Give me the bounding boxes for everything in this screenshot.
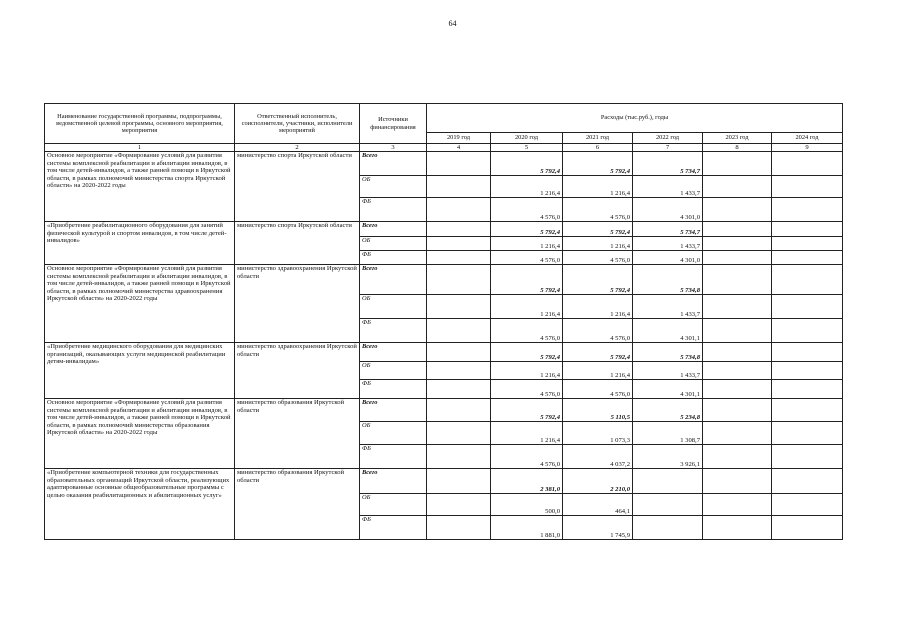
amount-cell: 1 216,4 xyxy=(491,295,563,319)
amount-cell: 3 926,1 xyxy=(633,445,703,469)
amount-cell: 1 308,7 xyxy=(633,422,703,445)
amount-cell: 2 381,0 xyxy=(491,469,563,494)
header-year: 2020 год xyxy=(491,133,563,144)
amount-cell: 5 792,4 xyxy=(491,152,563,176)
amount-cell: 1 433,7 xyxy=(633,362,703,380)
column-number: 5 xyxy=(491,144,563,152)
amount-cell xyxy=(703,445,772,469)
amount-cell xyxy=(703,516,772,540)
amount-cell xyxy=(772,343,843,362)
amount-cell xyxy=(703,343,772,362)
header-expenses: Расходы (тыс.руб.), годы xyxy=(427,104,843,133)
amount-cell xyxy=(772,469,843,494)
amount-cell xyxy=(703,251,772,265)
executor: министерство спорта Иркутской области xyxy=(235,222,360,265)
funding-source: ОБ xyxy=(360,494,427,516)
executor: министерство здравоохранения Иркутской области xyxy=(235,343,360,399)
header-year: 2023 год xyxy=(703,133,772,144)
amount-cell: 1 216,4 xyxy=(563,237,633,251)
measure-name: Основное мероприятие «Формирование условий для развития системы комплексной реабилитации и абилитации инвалидов, в том числе детей-инвалидов, а также ранней помощи в Иркутской области, в рамках полномочий министерства образования Иркутской области» на 2020-2022 годы xyxy=(45,399,235,469)
header-name: Наименование государственной программы, подпрограммы, ведомственной целевой программы, основного мероприятия, мероприятия xyxy=(45,104,235,144)
amount-cell: 4 576,0 xyxy=(491,198,563,222)
amount-cell xyxy=(772,362,843,380)
amount-cell xyxy=(427,319,491,343)
header-year: 2019 год xyxy=(427,133,491,144)
amount-cell: 2 210,0 xyxy=(563,469,633,494)
funding-source: ОБ xyxy=(360,362,427,380)
funding-source: ОБ xyxy=(360,422,427,445)
amount-cell xyxy=(703,469,772,494)
funding-source: Всего xyxy=(360,469,427,494)
amount-cell: 4 301,0 xyxy=(633,198,703,222)
amount-cell xyxy=(703,198,772,222)
amount-cell: 1 216,4 xyxy=(563,176,633,198)
amount-cell xyxy=(427,445,491,469)
amount-cell xyxy=(772,152,843,176)
amount-cell xyxy=(427,343,491,362)
amount-cell xyxy=(427,380,491,399)
amount-cell: 4 037,2 xyxy=(563,445,633,469)
page-number: 64 xyxy=(448,19,457,28)
amount-cell xyxy=(772,494,843,516)
header-year: 2024 год xyxy=(772,133,843,144)
amount-cell xyxy=(772,399,843,422)
amount-cell: 4 301,1 xyxy=(633,319,703,343)
header-executor: Ответственный исполнитель, соисполнители, участники, исполнители мероприятий xyxy=(235,104,360,144)
amount-cell xyxy=(633,494,703,516)
expenses-table xyxy=(44,103,843,540)
amount-cell xyxy=(772,319,843,343)
column-number: 4 xyxy=(427,144,491,152)
amount-cell xyxy=(427,399,491,422)
amount-cell: 500,0 xyxy=(491,494,563,516)
amount-cell: 5 792,4 xyxy=(491,399,563,422)
column-number: 1 xyxy=(45,144,235,152)
amount-cell: 1 216,4 xyxy=(563,362,633,380)
funding-source: Всего xyxy=(360,222,427,237)
amount-cell xyxy=(703,422,772,445)
amount-cell: 1 073,3 xyxy=(563,422,633,445)
header-year: 2022 год xyxy=(633,133,703,144)
amount-cell: 1 216,4 xyxy=(491,176,563,198)
column-number: 9 xyxy=(772,144,843,152)
funding-source: ОБ xyxy=(360,295,427,319)
amount-cell xyxy=(703,265,772,295)
column-number: 3 xyxy=(360,144,427,152)
executor: министерство образования Иркутской области xyxy=(235,399,360,469)
funding-source: Всего xyxy=(360,152,427,176)
amount-cell: 5 792,4 xyxy=(491,343,563,362)
amount-cell xyxy=(703,399,772,422)
amount-cell xyxy=(772,176,843,198)
funding-source: Всего xyxy=(360,399,427,422)
column-number: 2 xyxy=(235,144,360,152)
funding-source: ОБ xyxy=(360,237,427,251)
column-number: 6 xyxy=(563,144,633,152)
measure-name: «Приобретение медицинского оборудования для медицинских организаций, оказывающих услуги медицинской реабилитации детям-инвалидам» xyxy=(45,343,235,399)
amount-cell: 1 216,4 xyxy=(491,362,563,380)
amount-cell: 5 734,7 xyxy=(633,152,703,176)
funding-source: ОБ xyxy=(360,176,427,198)
funding-source: ФБ xyxy=(360,251,427,265)
funding-source: ФБ xyxy=(360,516,427,540)
amount-cell xyxy=(427,362,491,380)
amount-cell xyxy=(427,265,491,295)
amount-cell xyxy=(703,295,772,319)
amount-cell: 5 734,7 xyxy=(633,222,703,237)
amount-cell xyxy=(427,516,491,540)
amount-cell xyxy=(427,198,491,222)
measure-name: Основное мероприятие «Формирование условий для развития системы комплексной реабилитации и абилитации инвалидов, в том числе детей-инвалидов, а также ранней помощи в Иркутской области, в рамках полномочий министерства здравоохранения Иркутской области» на 2020-2022 годы xyxy=(45,265,235,343)
funding-source: ФБ xyxy=(360,380,427,399)
amount-cell: 1 216,4 xyxy=(491,237,563,251)
funding-source: Всего xyxy=(360,265,427,295)
executor: министерство здравоохранения Иркутской области xyxy=(235,265,360,343)
measure-name: «Приобретение реабилитационного оборудования для занятий физической культурой и спортом инвалидов, в том числе детей-инвалидов» xyxy=(45,222,235,265)
amount-cell: 1 216,4 xyxy=(491,422,563,445)
measure-name: «Приобретение компьютерной техники для государственных образовательных организаций Иркутской области, реализующих адаптированные основные общеобразовательные программы с целью оказания реабилитационных и абилитационных услуг» xyxy=(45,469,235,540)
amount-cell: 1 881,0 xyxy=(491,516,563,540)
amount-cell: 1 216,4 xyxy=(563,295,633,319)
amount-cell xyxy=(427,494,491,516)
amount-cell xyxy=(772,237,843,251)
amount-cell: 5 792,4 xyxy=(563,222,633,237)
amount-cell xyxy=(772,380,843,399)
header-year: 2021 год xyxy=(563,133,633,144)
amount-cell: 1 745,9 xyxy=(563,516,633,540)
table-row xyxy=(45,265,843,295)
header-source: Источники финансирования xyxy=(360,104,427,144)
amount-cell xyxy=(427,469,491,494)
amount-cell: 5 792,4 xyxy=(491,222,563,237)
funding-source: ФБ xyxy=(360,445,427,469)
amount-cell xyxy=(703,494,772,516)
amount-cell xyxy=(772,422,843,445)
amount-cell xyxy=(427,237,491,251)
amount-cell: 4 576,0 xyxy=(491,380,563,399)
amount-cell xyxy=(633,516,703,540)
amount-cell xyxy=(772,265,843,295)
amount-cell: 1 433,7 xyxy=(633,237,703,251)
table-row xyxy=(45,222,843,237)
amount-cell: 5 792,4 xyxy=(563,265,633,295)
amount-cell: 4 576,0 xyxy=(491,319,563,343)
amount-cell: 1 433,7 xyxy=(633,295,703,319)
amount-cell xyxy=(427,251,491,265)
amount-cell xyxy=(633,469,703,494)
table-row xyxy=(45,399,843,422)
amount-cell: 5 734,8 xyxy=(633,265,703,295)
amount-cell xyxy=(772,222,843,237)
amount-cell: 4 576,0 xyxy=(563,251,633,265)
measure-name: Основное мероприятие «Формирование условий для развития системы комплексной реабилитации и абилитации инвалидов, в том числе детей-инвалидов, а также ранней помощи в Иркутской области, в рамках полномочий министерства спорта Иркутской области» на 2020-2022 годы xyxy=(45,152,235,222)
amount-cell xyxy=(427,422,491,445)
funding-source: ФБ xyxy=(360,319,427,343)
table-row xyxy=(45,343,843,362)
amount-cell: 4 576,0 xyxy=(491,251,563,265)
amount-cell: 4 301,0 xyxy=(633,251,703,265)
amount-cell xyxy=(427,152,491,176)
amount-cell xyxy=(703,380,772,399)
amount-cell xyxy=(703,152,772,176)
funding-source: Всего xyxy=(360,343,427,362)
column-number: 8 xyxy=(703,144,772,152)
amount-cell: 5 734,8 xyxy=(633,343,703,362)
amount-cell xyxy=(703,222,772,237)
table-row xyxy=(45,469,843,494)
amount-cell: 4 576,0 xyxy=(563,198,633,222)
amount-cell xyxy=(703,176,772,198)
amount-cell xyxy=(772,198,843,222)
amount-cell: 464,1 xyxy=(563,494,633,516)
amount-cell xyxy=(703,362,772,380)
table-row xyxy=(45,152,843,176)
column-number: 7 xyxy=(633,144,703,152)
amount-cell xyxy=(427,222,491,237)
amount-cell xyxy=(772,516,843,540)
amount-cell: 5 792,4 xyxy=(491,265,563,295)
amount-cell: 5 792,4 xyxy=(563,343,633,362)
amount-cell xyxy=(772,295,843,319)
executor: министерство образования Иркутской области xyxy=(235,469,360,540)
amount-cell xyxy=(772,445,843,469)
amount-cell: 4 576,0 xyxy=(563,380,633,399)
amount-cell: 1 433,7 xyxy=(633,176,703,198)
amount-cell xyxy=(703,319,772,343)
amount-cell: 4 301,1 xyxy=(633,380,703,399)
amount-cell: 4 576,0 xyxy=(563,319,633,343)
amount-cell: 5 110,5 xyxy=(563,399,633,422)
amount-cell: 5 792,4 xyxy=(563,152,633,176)
amount-cell: 5 234,8 xyxy=(633,399,703,422)
executor: министерство спорта Иркутской области xyxy=(235,152,360,222)
amount-cell xyxy=(427,295,491,319)
amount-cell xyxy=(703,237,772,251)
amount-cell: 4 576,0 xyxy=(491,445,563,469)
amount-cell xyxy=(427,176,491,198)
funding-source: ФБ xyxy=(360,198,427,222)
amount-cell xyxy=(772,251,843,265)
